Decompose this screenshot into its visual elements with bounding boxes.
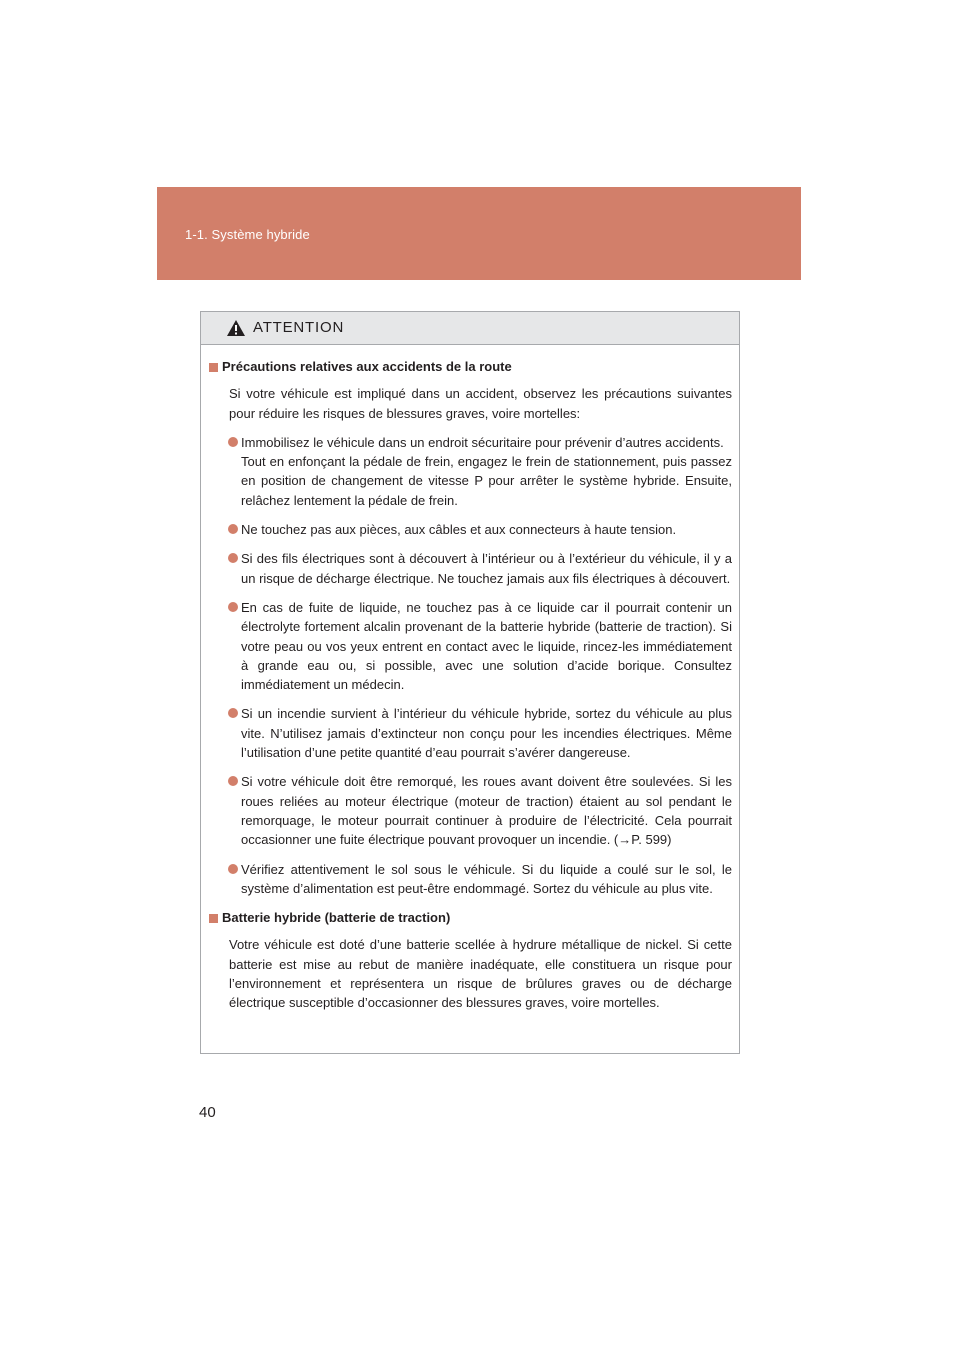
bullet-text: Vérifiez attentivement le sol sous le véhicule. Si du liquide a coulé sur le sol, le système d’alimentation est peut-être endommagé. Sortez du véhicule au plus vite. (241, 861, 732, 896)
warning-header (201, 312, 739, 345)
bullet-item (209, 549, 732, 588)
round-bullet-icon (228, 524, 238, 534)
bullet-text: Immobilisez le véhicule dans un endroit sécuritaire pour prévenir d’autres accidents. (241, 434, 724, 450)
square-bullet-icon (209, 363, 218, 372)
bullet-text: Tout en enfonçant la pédale de frein, engagez le frein de stationnement, puis passez en position de changement de vitesse P pour arrêter le système hybride. Ensuite, relâchez lentement la pédale de frein. (241, 454, 732, 508)
section-heading-accidents: Précautions relatives aux accidents de la route (209, 357, 732, 376)
section-intro: Si votre véhicule est impliqué dans un accident, observez les précautions suivantes pour réduire les risques de blessures graves, voire mortelles: (229, 386, 732, 421)
bullet-item (209, 598, 732, 694)
bullet-item (209, 704, 732, 762)
warning-triangle-icon (226, 319, 246, 337)
round-bullet-icon (228, 602, 238, 612)
bullet-item (209, 772, 732, 849)
round-bullet-icon (228, 864, 238, 874)
section-intro: Votre véhicule est doté d’une batterie scellée à hydrure métallique de nickel. Si cette batterie est mise au rebut de manière inadéquate, elle constituera un risque pour l’environnement et représentera un risque de brûlures graves ou de décharge électrique susceptible d’occasionner des blessures graves, voire mortelles. (229, 937, 732, 1011)
bullet-text: Si votre véhicule doit être remorqué, les roues avant doivent être soulevées. Si les roues reliées au moteur électrique (moteur de traction) étaient au sol pendant le remorquage, le moteur pourrait continuer à produire de l’électricité. Cela pourrait occasionner une fuite électrique pouvant provoquer un incendie. (→P. 599) (241, 774, 732, 848)
round-bullet-icon (228, 776, 238, 786)
chapter-header-band (157, 187, 801, 280)
bullet-item (209, 520, 732, 539)
section-title: 1-1. Système hybride (185, 227, 310, 242)
bullet-text: Si un incendie survient à l’intérieur du véhicule hybride, sortez du véhicule au plus vite. N’utilisez jamais d’extincteur non conçu pour les incendies électriques. Même l’utilisation d’une petite quantité d’eau pourrait s’avérer dangereuse. (241, 706, 732, 761)
square-bullet-icon (209, 914, 218, 923)
warning-body (201, 345, 739, 1013)
bullet-item (209, 860, 732, 899)
warning-title: ATTENTION (253, 319, 345, 336)
bullet-text: En cas de fuite de liquide, ne touchez pas à ce liquide car il pourrait contenir un électrolyte fortement alcalin provenant de la batterie hybride (batterie de traction). Si votre peau ou vos yeux entrent en contact avec le liquide, rincez-les immédiatement à grande eau ou, si possible, avec une solution d’acide borique. Consultez immédiatement un médecin. (241, 599, 732, 693)
round-bullet-icon (228, 437, 238, 447)
warning-box (200, 311, 740, 1054)
section-heading-hybrid-battery: Batterie hybride (batterie de traction) (209, 908, 732, 927)
page-number: 40 (199, 1104, 216, 1121)
round-bullet-icon (228, 708, 238, 718)
round-bullet-icon (228, 553, 238, 563)
bullet-text: Ne touchez pas aux pièces, aux câbles et aux connecteurs à haute tension. (241, 522, 677, 538)
bullet-item (209, 433, 732, 510)
bullet-text: Si des fils électriques sont à découvert à l’intérieur ou à l’extérieur du véhicule, il y a un risque de décharge électrique. Ne touchez jamais aux fils électriques à découvert. (241, 551, 732, 586)
